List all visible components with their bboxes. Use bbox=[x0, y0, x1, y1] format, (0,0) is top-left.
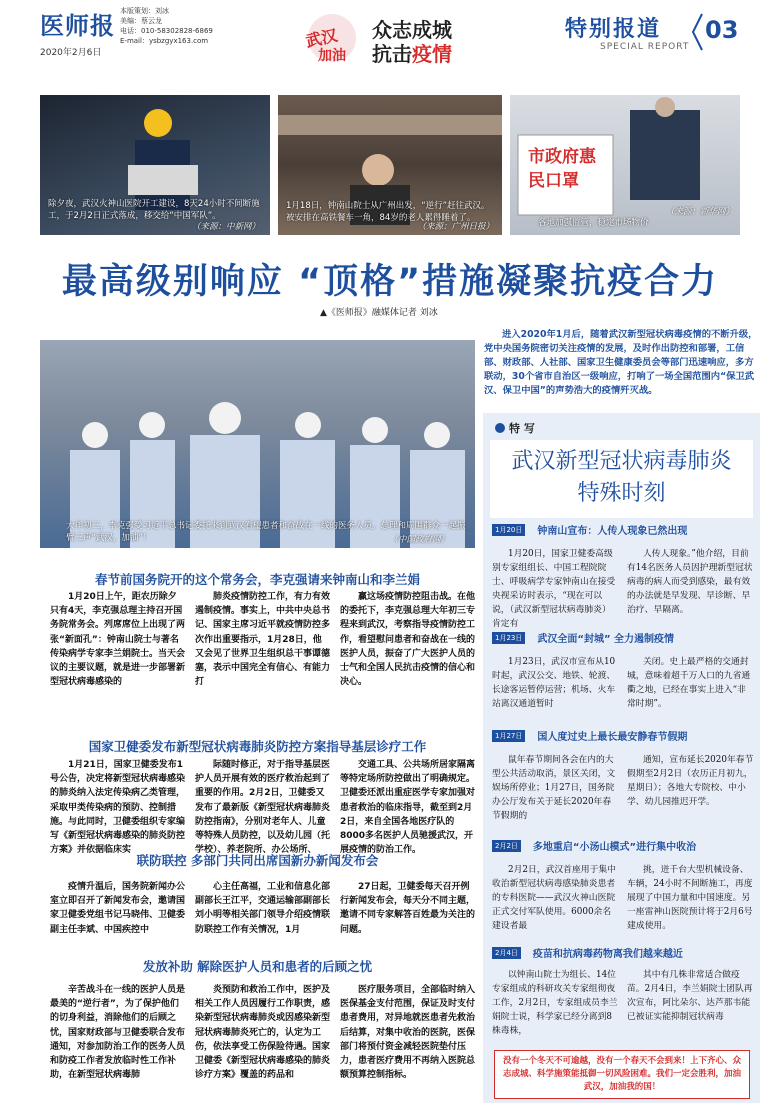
slogan-line-2 bbox=[372, 42, 452, 66]
section-title: 特别报道 bbox=[565, 17, 662, 42]
timeline-date: 2月2日 bbox=[492, 840, 521, 852]
issue-date: 2020年2月6日 bbox=[40, 48, 102, 58]
slogan-black: 抗击 bbox=[372, 42, 412, 66]
main-photo-source: （中国政府网） bbox=[389, 535, 449, 545]
timeline-item bbox=[492, 630, 754, 711]
closing-message: 没有一个冬天不可逾越，没有一个春天不会到来！上下齐心、众志成城、科学施策能抵御一切风险困难。我们一定会胜利，加油武汉，加油我的国！ bbox=[494, 1050, 750, 1099]
main-headline: 最高级别响应 “顶格”措施凝聚抗疫合力 bbox=[61, 262, 719, 302]
main-photo-caption: 大年初三，李克强受习近平总书记委托来到武汉看望患者和奋战在一线的医务人员。总理和周围群众一起振臂三声“武汉，加油”！ bbox=[66, 521, 466, 543]
photo-zhong-nanshan bbox=[278, 95, 502, 235]
bullet-icon bbox=[495, 423, 505, 433]
body-column: 27日起，卫健委每天召开例行新闻发布会，每天分不同主题，邀请不同专家解答百姓最为关注的问题。 bbox=[340, 882, 476, 935]
timeline-date: 1月27日 bbox=[492, 730, 525, 742]
credit-line: 本版策划：刘冰 bbox=[120, 7, 169, 15]
photo-caption: 1月18日，钟南山院士从广州出发，“逆行”赶往武汉。被安排在高铁餐车一角，84岁的老人累得睡着了。 bbox=[286, 201, 490, 223]
page-number: 03 bbox=[705, 16, 739, 44]
timeline-title: 国人度过史上最长最安静春节假期 bbox=[537, 732, 688, 743]
body-column: 1月20日上午，距农历除夕只有4天，李克强总理主持召开国务院常务会。列席席位上出现了两张“新面孔”：钟南山院士与著名传染病学专家李兰娟院士。当天会议的主要议题，就是进一步部署新型冠状病毒感染的 bbox=[50, 592, 186, 688]
timeline-item bbox=[492, 838, 754, 933]
photo-source: （来源：中新网） bbox=[191, 222, 260, 232]
timeline-text: 其中有几株非常适合做疫苗。2月4日，李兰娟院士团队再次宣布，阿比朵尔、达芦那韦能已被证实能抑制冠状病毒 bbox=[627, 970, 753, 1022]
timeline-title: 钟南山宣布：人传人现象已然出现 bbox=[537, 526, 688, 537]
byline: ▲《医师报》融媒体记者 刘冰 bbox=[320, 308, 438, 318]
sidebar-title-line-1: 武汉新型冠状病毒肺炎 bbox=[511, 449, 732, 474]
section-title-en: SPECIAL REPORT bbox=[600, 42, 690, 52]
timeline-text: 1月23日，武汉市宣布从10时起，武汉公交、地铁、轮渡、长途客运暂停运营；机场、火车站离汉通道暂时 bbox=[492, 657, 616, 709]
timeline-title: 疫苗和抗病毒药物离我们越来越近 bbox=[532, 949, 683, 960]
intro-paragraph: 进入2020年1月后，随着武汉新型冠状病毒疫情的不断升级，党中央国务院密切关注疫情的发展，及时作出防控和部署，工信部、财政部、人社部、国家卫生健康委员会等部门迅速响应，多方联动，30个省市自治区一级响应，打响了一场全国范围内“保卫武汉、保卫中国”的声势浩大的疫情歼灭战。 bbox=[484, 329, 758, 396]
body-column: 疫情升温后，国务院新闻办公室立即召开了新闻发布会，邀请国家卫健委党组书记马晓伟、卫健委副主任李斌、中国疾控中 bbox=[50, 882, 186, 935]
svg-text:武汉: 武汉 bbox=[303, 25, 340, 51]
photo-source: （来源：新华网） bbox=[665, 207, 734, 217]
body-column: 1月21日，国家卫健委发布1号公告，决定将新型冠状病毒感染的肺炎纳入法定传染病乙类管理，采取甲类传染病的预防、控制措施。与此同时，卫健委组织专家编写《新型冠状病毒感染的肺炎防控方案》并依据临床实 bbox=[50, 760, 186, 856]
section-body bbox=[50, 983, 475, 1082]
body-column: 辛苦战斗在一线的医护人员是最美的“逆行者”，为了保护他们的切身利益，消除他们的后顾之忧，国家财政部与卫健委联合发布通知，对参加防治工作的医务人员和防疫工作者发放临时性工作补助，在新型冠状病毒肺 bbox=[50, 985, 186, 1081]
timeline-title: 多地重启“小汤山模式”进行集中收治 bbox=[532, 842, 697, 853]
timeline-text: 关闭。史上最严格的交通封城，意味着超千万人口的九省通衢之地，已经在事实上进入“非常时期”。 bbox=[627, 657, 751, 709]
timeline-item bbox=[492, 945, 754, 1038]
sidebar-title-box bbox=[490, 440, 753, 518]
main-photo bbox=[40, 340, 475, 548]
timeline-text: 2月2日，武汉首座用于集中收治新型冠状病毒感染肺炎患者的专科医院——武汉火神山医院正式交付军队使用。6000余名建设者最 bbox=[492, 865, 616, 931]
credit-line: 电话：010-58302828-6869 bbox=[120, 27, 213, 35]
section-body bbox=[50, 590, 475, 689]
slogan-line-1: 众志成城 bbox=[372, 18, 452, 42]
credits bbox=[120, 6, 213, 46]
timeline-item bbox=[492, 522, 754, 631]
section-body bbox=[50, 880, 475, 937]
premier-with-medical-staff-image bbox=[40, 340, 475, 548]
svg-text:加油: 加油 bbox=[318, 48, 346, 64]
photo-construction bbox=[40, 95, 270, 235]
section-title: 联防联控 多部门共同出席国新办新闻发布会 bbox=[136, 853, 379, 868]
credit-line: E-mail：ysbzgyx163.com bbox=[120, 37, 209, 45]
sidebar-tag-label: 特 写 bbox=[509, 422, 535, 435]
timeline-text: 通知，宣布延长2020年春节假期至2月2日（农历正月初九，星期日）；各地大专院校、中小学、幼儿园推迟开学。 bbox=[627, 755, 754, 807]
section-title: 春节前国务院开的这个常务会，李克强请来钟南山和李兰娟 bbox=[94, 572, 420, 587]
body-column: 交通工具、公共场所居家隔离等特定场所防控做出了明确规定。卫健委还派出重症医学专家加强对患者救治的临床指导，截至到2月2日，来自全国各地医疗队的8000多名医护人员驰援武汉，开展疫情的防治工作。 bbox=[340, 760, 476, 856]
chevron-left-icon bbox=[690, 12, 704, 52]
sidebar-tag bbox=[495, 420, 535, 436]
body-column: 赢这场疫情防控阻击战。在他的委托下，李克强总理大年初三专程来到武汉，考察指导疫情防控工作，看望慰问患者和奋战在一线的医护人员，振奋了广大医护人员的士气和全国人民抗击疫情的信心和决心。 bbox=[340, 592, 476, 688]
slogan bbox=[372, 18, 452, 66]
newspaper-logo: 医师报 bbox=[40, 11, 115, 40]
timeline-text: 鼠年春节期间各会在内的大型公共活动取消，景区关闭，文娱场所停业；1月27日，国务院办公厅发布关于延长2020年春节假期的 bbox=[492, 755, 616, 821]
credit-line: 美编：蔡云龙 bbox=[120, 17, 162, 25]
section-title: 发放补助 解除医护人员和患者的后顾之忧 bbox=[142, 959, 373, 974]
market-sign: 市政府惠民口罩 bbox=[528, 147, 596, 191]
timeline-item bbox=[492, 728, 754, 823]
body-column: 际随时修正，对于指导基层医护人员开展有效的医疗救治起到了重要的作用。2月2日，卫健委又发布了最新版《新型冠状病毒肺炎防控指南》，分别对老年人、儿童等特殊人员防控，以及幼儿园（托学校）、养老院所、办公场所、 bbox=[195, 760, 331, 856]
timeline-date: 1月23日 bbox=[492, 632, 525, 644]
body-column: 医疗服务项目，全部临时纳入医保基金支付范围，保证及时支付患者费用，对异地就医患者先救治后结算，对集中收治的医院，医保部门将预付资金减轻医院垫付压力，患者医疗费用不再纳入医院总额预算控制指标。 bbox=[340, 985, 476, 1081]
timeline-text: 以钟南山院士为组长、14位专家组成的科研攻关专家组彻夜工作，2月2日，专家组成员李兰娟院士说，科学家已经分离到8株毒株， bbox=[492, 970, 618, 1036]
photo-source: （来源：广州日报） bbox=[417, 222, 494, 232]
section-body bbox=[50, 758, 475, 857]
timeline-text: 挑，迸千台大型机械设备、车辆，24小时不间断施工，再度展现了中国力量和中国速度。另一座雷神山医院预计将于2月6号建成使用。 bbox=[627, 865, 753, 931]
timeline-text: 人传人现象。”他介绍，目前有14名医务人员因护理新型冠状病毒的病人而受到感染，最有效的办法就是早发现、早诊断、早治疗、早隔离。 bbox=[627, 549, 753, 615]
timeline-title: 武汉全面“封城” 全力遏制疫情 bbox=[537, 634, 675, 645]
slogan-red: 疫情 bbox=[412, 42, 452, 66]
wuhan-calligraphy-logo bbox=[300, 10, 365, 65]
body-column: 心主任高福，工业和信息化部副部长王江平，交通运输部副部长刘小明等相关部门领导介绍疫情联防联控工作有关情况，1月 bbox=[195, 882, 331, 935]
photo-caption: 各地加强监管，稳定市场物价 bbox=[538, 218, 649, 228]
section-title: 国家卫健委发布新型冠状病毒肺炎防控方案指导基层诊疗工作 bbox=[88, 739, 427, 754]
body-column: 炎预防和救治工作中，医护及相关工作人员因履行工作职责，感染新型冠状病毒肺炎或因感染新型冠状病毒肺炎死亡的，认定为工伤，依法享受工伤保险待遇。国家卫健委《新型冠状病毒感染的肺炎诊疗方案》覆盖的药品和 bbox=[195, 985, 331, 1081]
photo-market bbox=[510, 95, 740, 235]
sidebar-title-line-2: 特殊时刻 bbox=[577, 481, 666, 506]
photo-caption: 除夕夜，武汉火神山医院开工建设，8天24小时不间断施工，于2月2日正式落成，移交给“中国军队”。 bbox=[48, 199, 260, 221]
timeline-date: 2月4日 bbox=[492, 947, 521, 959]
timeline-text: 1月20日，国家卫健委高级别专家组组长、中国工程院院士、呼吸病学专家钟南山在接受央视采访时表示，“现在可以说，（武汉新型冠状病毒肺炎）肯定有 bbox=[492, 549, 616, 629]
body-column: 肺炎疫情防控工作，有力有效遏制疫情。事实上，中共中央总书记、国家主席习近平就疫情防控多次作出重要指示，1月28日，他又会见了世界卫生组织总干事谭德塞，表示中国完全有信心、有能力打 bbox=[195, 592, 331, 688]
timeline-date: 1月20日 bbox=[492, 524, 525, 536]
